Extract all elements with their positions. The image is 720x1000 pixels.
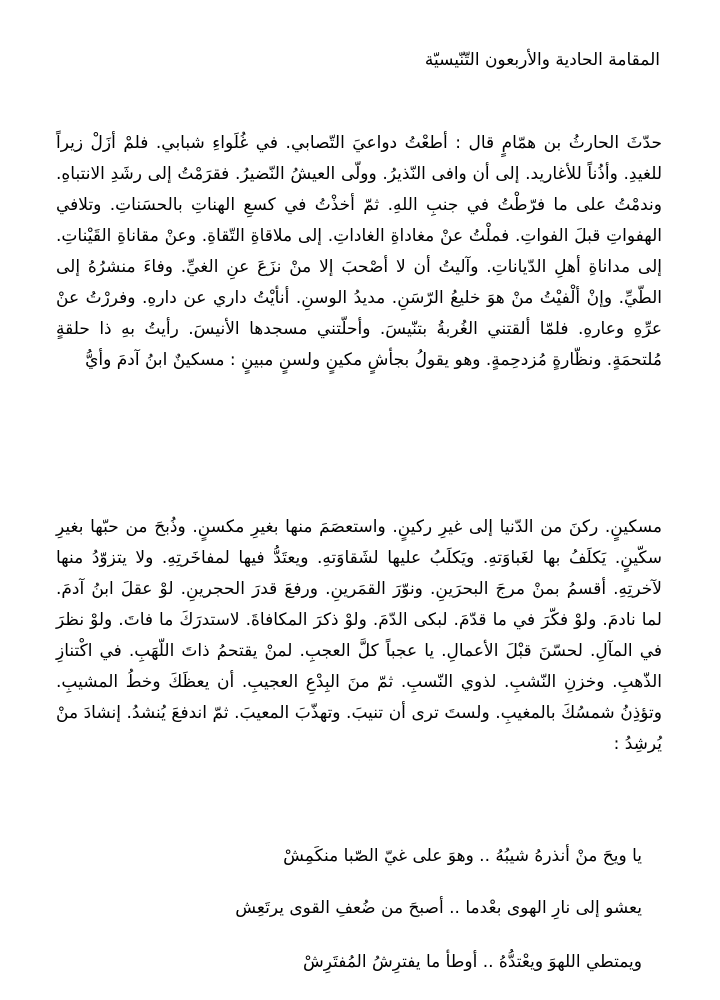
verse-line-2: يعشو إلى نارِ الهوى بعْدما .. أصبحَ من ضُعفِ القوى يرتَعِش: [235, 898, 642, 918]
paragraph-1: حدّثَ الحارثُ بن همّامٍ قال : أطعْتُ دواعيَ التّصابي. في غُلَواءِ شبابي. فلمْ أزَلْ زيراً للغيدِ. وأذُناً للأغاريد. إلى أن وافى النّذيرُ. وولّى العيشُ النّضيرُ. فقرَمْتُ إلى رشَدِ الانتباهِ. وندمْتُ على ما فرّطْتُ في جنبِ اللهِ. ثمّ أخذْتُ في كسعِ الهناتِ بالحسَناتِ. وتلافي الهفواتِ قبلَ الفواتِ. فملْتُ عنْ مغاداةِ الغاداتِ. إلى ملاقاةِ التّقاةِ. وعنْ مقاناةِ القَيْناتِ. إلى مداناةِ أهلِ الدّياناتِ. وآليتُ أن لا أصْحبَ إلا منْ نزَعَ عنِ الغيِّ. وفاءَ منشرُهُ إلى الطّيِّ. وإنْ ألْفيْتُ منْ هوَ خليعُ الرّسَنِ. مديدُ الوسنِ. أنأيْتُ داري عن دارهِ. وفررْتُ عنْ عرِّهِ وعارهِ. فلمّا ألقتني الغُربةُ بتنّيسَ. وأحلّتني مسجدها الأنيسَ. رأيتُ بهِ ذا حلقةٍ مُلتحمَةٍ. ونظّارةٍ مُزدحِمةٍ. وهو يقولُ بجأشٍ مكينٍ ولسنٍ مبينٍ : مسكينٌ ابنُ آدمَ وأيُّ: [56, 133, 662, 370]
verse-line-3: ويمتطي اللهوَ ويعْتدُّهُ .. أوطأ ما يفترِشُ المُفتَرِشْ: [302, 952, 642, 972]
document-title: المقامة الحادية والأربعون التّنّيسيّة: [424, 50, 660, 70]
verse-line-1: يا ويحَ منْ أنذرهُ شيبُهُ .. وهوَ على غيّ الصّبا منكَمِشْ: [283, 846, 642, 866]
paragraph-2: مسكينٍ. ركنَ من الدّنيا إلى غيرِ ركينٍ. واستعصَمَ منها بغيرِ مكسنٍ. وذُبحَ من حبّها بغيرِ سكّينٍ. يَكلَفُ بها لغَباوَتهِ. ويَكلَبُ عليها لشَقاوَتهِ. ويعتَدُّ فيها لمفاخَرتِهِ. ولا يتزوّدُ منها لآخرتِهِ. أقسمُ بمنْ مرجَ البحرَينِ. ونوّرَ القمَرينِ. ورفعَ قدرَ الحجرينِ. لوْ عقلَ ابنُ آدمَ. لما نادمَ. ولوْ فكّرَ في ما قدّمَ. لبكى الدّمَ. ولوْ ذكرَ المكافاةَ. لاستدرَكَ ما فاتَ. ولوْ نظرَ في المآلِ. لحسّنَ قبْلَ الأعمالِ. يا عجباً كلَّ العجبِ. لمنْ يقتحمُ ذاتَ اللّهَبِ. في اكْتنازِ الذّهبِ. وخزنِ النّشبِ. لذوي النّسبِ. ثمّ منَ البِدْعِ العجيبِ. أن يعظَكَ وخطُ المشيبِ. وتؤذِنُ شمسُكَ بالمغيبِ. ولستَ ترى أن تنيبَ. وتهذّبَ المعيبَ. ثمّ اندفعَ يُنشدُ. إنشادَ منْ يُرشِدُ :: [56, 517, 662, 754]
